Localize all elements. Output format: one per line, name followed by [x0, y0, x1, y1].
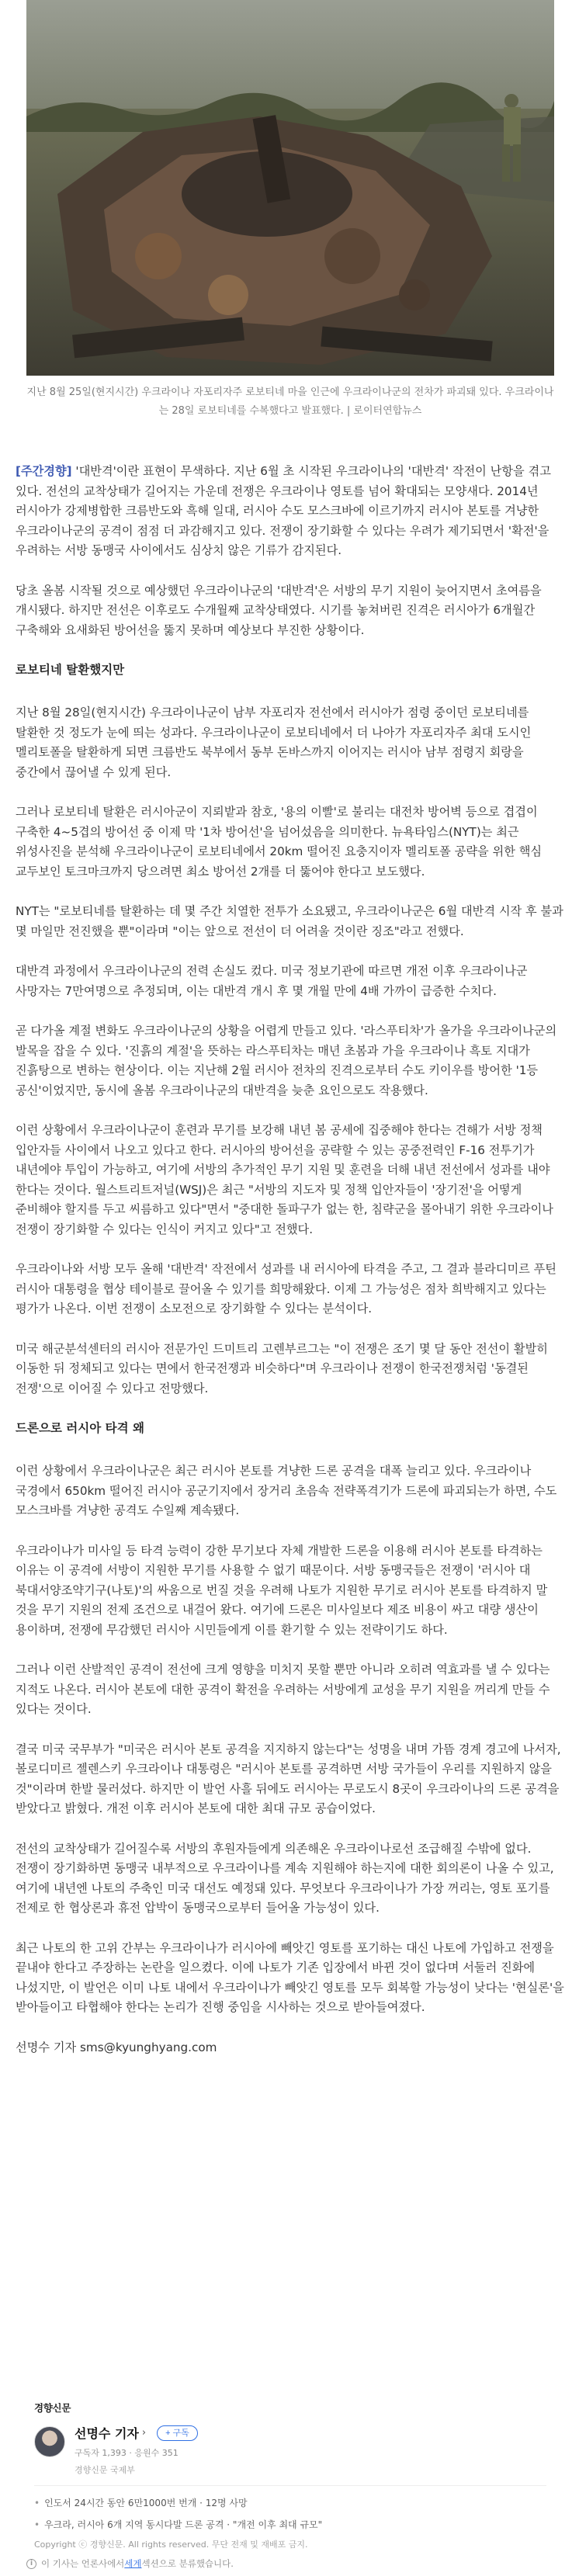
article-paragraph: 이런 상황에서 우크라이나군은 최근 러시아 본토를 겨냥한 드론 공격을 대폭 늘리고 있다. 우크라이나 국경에서 650km 떨어진 러시아 공군기지에서 장거리 초음속 전략폭격기가 드론에 파괴되는가 하면, 수도 모스크바를 겨냥한 공격도 수일째 계속됐다. — [16, 1464, 557, 1517]
article-paragraph: 곧 다가올 계절 변화도 우크라이나군의 상황을 어렵게 만들고 있다. '라스푸티차'가 올가을 우크라이나군의 발목을 잡을 수 있다. '진흙의 계절'을 뜻하는 라스푸티차는 매년 초봄과 가을 우크라이나 흑토 지대가 진흙탕으로 변하는 현상이다. 이는 지난해 2월 러시아 전차의 진격으로부터 수도 키이우를 방어한 '1등 공신'이었지만, 동시에 올봄 우크라이나군의 대반격을 늦춘 요인으로도 작용했다. — [16, 1024, 557, 1097]
reporter-stats: 구독자 1,393 · 응원수 351 — [75, 2448, 179, 2458]
article-paragraph: 그러나 로보티네 탈환은 러시아군이 지뢰밭과 참호, '용의 이빨'로 불리는 대전차 방어벽 등으로 겹겹이 구축한 4~5겹의 방어선 중 이제 막 '1차 방어선'을 넘어섰음을 의미한다. 뉴욕타임스(NYT)는 최근 위성사진을 분석해 우크라이나군이 로보티네에서 20km 떨어진 요충지이자 멜리토폴 공략을 위한 핵심 교두보인 토크마크까지 당으려면 최소 방어선 2개를 더 뚫어야 한다고 보도했다. — [16, 805, 543, 879]
press-name: 경향신문 — [34, 2402, 71, 2414]
article-body — [16, 462, 565, 2058]
section-notice: i 이 기사는 언론사에서 세계 섹션으로 분류했습니다. — [26, 2557, 554, 2571]
article-paragraph: 최근 나토의 한 고위 간부는 우크라이나가 러시아에 빼앗긴 영토를 포기하는 대신 나토에 가입하고 전쟁을 끝내야 한다고 주장하는 논란을 일으켰다. 이에 나토가 기존 입장에서 바뀐 것이 없다며 서둘러 진화에 나섰지만, 이 발언은 이미 나토 내에서 우크라이나가 빼앗긴 영토를 모두 회복할 가능성이 낮다는 '현실론'을 받아들이고 타협해야 한다는 논리가 진행 중임을 시사하는 것으로 받아들여졌다. — [16, 1940, 564, 2014]
reporter-name[interactable]: 선명수 기자 — [75, 2426, 139, 2441]
subheading: 로보티네 탈환했지만 — [16, 663, 125, 677]
bullet-icon: • — [34, 2519, 40, 2530]
article-paragraph: 지난 8월 28일(현지시간) 우크라이나군이 남부 자포리자 전선에서 러시아가 점령 중이던 로보티네를 탈환한 것 정도가 눈에 띄는 성과다. 우크라이나군이 로보티네에서 더 나아가 자포리자주 최대 도시인 멜리토폴을 탈환하게 되면 크름반도 북부에서 동부 돈바스까지 이어지는 러시아 남부 점령지 회랑을 중간에서 끊어낼 수 있게 된다. — [16, 706, 532, 779]
article-paragraph: 이런 상황에서 우크라이나군이 훈련과 무기를 보강해 내년 봄 공세에 집중해야 한다는 견해가 서방 정책 입안자들 사이에서 나오고 있다고 한다. 러시아의 방어선을 공략할 수 있는 공중전력인 F-16 전투기가 내년에야 투입이 가능하고, 여기에 서방의 추가적인 무기 지원 및 훈련을 더해 내년 전선에서 성과를 내야 한다는 것이다. 월스트리트저널(WSJ)은 최근 "서방의 지도자 및 정책 입안자들이 '장기전'을 어떻게 준비해야 할지를 두고 씨름하고 있다"면서 "중대한 돌파구가 없는 한, 침략군을 몰아내기 위한 우크라이나 전쟁이 장기화할 수 있다는 인식이 커지고 있다"고 전했다. — [16, 1123, 553, 1236]
chevron-right-icon[interactable]: › — [141, 2427, 147, 2439]
article-paragraph: 우크라이나가 미사일 등 타격 능력이 강한 무기보다 자체 개발한 드론을 이용해 러시아 본토를 타격하는 이유는 이 공격에 서방이 지원한 무기를 사용할 수 없기 때문이다. 서방 동맹국들은 전쟁이 '러시아 대 북대서양조약기구(나토)'의 싸움으로 번질 것을 우려해 나토가 지원한 무기로 러시아 본토를 타격하지 말 것을 무기 지원의 전제 조건으로 내걸어 왔다. 여기에 드론은 미사일보다 제조 비용이 싸고 대량 생산이 용이하며, 전쟁에 무감했던 러시아 시민들에게 이를 환기할 수 있는 전략이기도 하다. — [16, 1543, 548, 1637]
subheading: 드론으로 러시아 타격 왜 — [16, 1421, 144, 1435]
article-paragraph: 결국 미국 국무부가 "미국은 러시아 본토 공격을 지지하지 않는다"는 성명을 내며 가뜸 경계 경고에 나서자, 볼로디미르 젤렌스키 우크라이나 대통령은 "러시아 본토를 공격하면 서방 국가들이 우리를 지원하지 않을 것"이라며 한발 물러섰다. 하지만 이 발언 사흘 뒤에도 러시아는 무로도시 8곳이 우크라이나의 드론 공격을 받았다고 밝혔다. 개전 이후 러시아 본토에 대한 최대 규모 공습이었다. — [16, 1742, 561, 1815]
article-paragraph: 전선의 교착상태가 길어질수록 서방의 후원자들에게 의존해온 우크라이나로선 조급해질 수밖에 없다. 전쟁이 장기화하면 동맹국 내부적으로 우크라이나를 계속 지원해야 하는지에 대한 회의론이 나올 수 있고, 여기에 내년엔 나토의 주축인 미국 대선도 예정돼 있다. 무엇보다 우크라이나가 가장 꺼리는, 영토 포기를 전제로 한 협상론과 휴전 압박이 동맹국으로부터 들어올 가능성이 있다. — [16, 1841, 554, 1915]
subscribe-button[interactable]: + 구독 — [157, 2425, 198, 2441]
section-tag: [주간경향] — [16, 464, 72, 478]
article-paragraph: [주간경향] '대반격'이란 표현이 무색하다. 지난 6월 초 시작된 우크라이나의 '대반격' 작전이 난항을 겪고 있다. 전선의 교착상태가 길어지는 가운데 전쟁은 우크라이나 영토를 넘어 확대되는 모양새다. 2014년 러시아가 강제병합한 크름반도와 흑해 일대, 러시아 수도 모스크바에 이르기까지 러시아 본토를 겨냥한 우크라이나군의 공격이 점점 더 과감해지고 있다. 전쟁이 장기화할 수 있다는 우려가 제기되면서 '확전'을 우려하는 서방 동맹국 사이에서도 심상치 않은 기류가 감지된다. — [16, 464, 551, 557]
article-paragraph: 미국 해군분석센터의 러시아 전문가인 드미트리 고렌부르그는 "이 전쟁은 조기 몇 달 동안 전선이 활발히 이동한 뒤 정체되고 있다는 면에서 한국전쟁과 비슷하다"며 우크라이나 전쟁이 한국전쟁처럼 '동결된 전쟁'으로 이어질 수 있다고 전망했다. — [16, 1341, 548, 1395]
bullet-icon: • — [34, 2498, 40, 2508]
copyright-notice: Copyright ⓒ 경향신문. All rights reserved. 무단 전재 및 재배포 금지. — [34, 2540, 308, 2550]
photo-caption: 지난 8월 25일(현지시간) 우크라이나 자포리자주 로보티네 마을 인근에 우크라이나군의 전차가 파괴돼 있다. 우크라이나는 28일 로보티네를 수복했다고 발표했다. | 로이터연합뉴스 — [26, 387, 554, 417]
destroyed-tank-image — [26, 0, 554, 376]
reporter-byline: 선명수 기자 sms@kyunghyang.com — [16, 2040, 217, 2054]
related-article-link[interactable]: • 우크라, 러시아 6개 지역 동시다발 드론 공격 · "개전 이후 최대 규모" — [34, 2514, 546, 2536]
article-paragraph: NYT는 "로보티네를 탈환하는 데 몇 주간 치열한 전투가 소요됐고, 우크라이나군은 6월 대반격 시작 후 불과 몇 마일만 전진했을 뿐"이라며 "이는 앞으로 전선이 더 어려울 것이란 징조"라고 전했다. — [16, 904, 563, 938]
section-link-world[interactable]: 세계 — [124, 2558, 142, 2569]
reporter-department: 경향신문 국제부 — [75, 2465, 135, 2475]
article-paragraph: 당초 올봄 시작될 것으로 예상했던 우크라이나군의 '대반격'은 서방의 무기 지원이 늦어지면서 초여름을 개시됐다. 하지만 전선은 이후로도 수개월째 교착상태였다. 시기를 놓쳐버린 진격은 러시아가 6개월간 구축해와 요새화된 방어선을 뚫지 못하며 예상보다 부진한 상황이다. — [16, 583, 542, 637]
related-article-link[interactable]: • 인도서 24시간 동안 6만1000번 번개 · 12명 사망 — [34, 2492, 546, 2514]
reporter-avatar[interactable] — [34, 2426, 65, 2457]
reporter-article-list — [34, 2485, 546, 2536]
info-icon: i — [26, 2559, 36, 2569]
article-paragraph: 대반격 과정에서 우크라이나군의 전력 손실도 컸다. 미국 정보기관에 따르면 개전 이후 우크라이나군 사망자는 7만여명으로 추정되며, 이는 대반격 개시 후 몇 개월 만에 4배 가까이 급증한 수치다. — [16, 964, 528, 998]
article-paragraph: 그러나 이런 산발적인 공격이 전선에 크게 영향을 미치지 못할 뿐만 아니라 오히려 역효과를 낼 수 있다는 지적도 나온다. 러시아 본토에 대한 공격이 확전을 우려하는 서방에게 교성을 무기 지원을 꺼리게 만들 수 있다는 것이다. — [16, 1662, 550, 1716]
article-photo — [26, 0, 554, 376]
article-paragraph: 우크라이나와 서방 모두 올해 '대반격' 작전에서 성과를 내 러시아에 타격을 주고, 그 결과 블라디미르 푸틴 러시아 대통령을 협상 테이블로 끌어올 수 있기를 희망해왔다. 이제 그 가능성은 점차 희박해지고 있다는 평가가 나온다. 이번 전쟁이 소모전으로 장기화할 수 있다는 분석이다. — [16, 1262, 556, 1316]
